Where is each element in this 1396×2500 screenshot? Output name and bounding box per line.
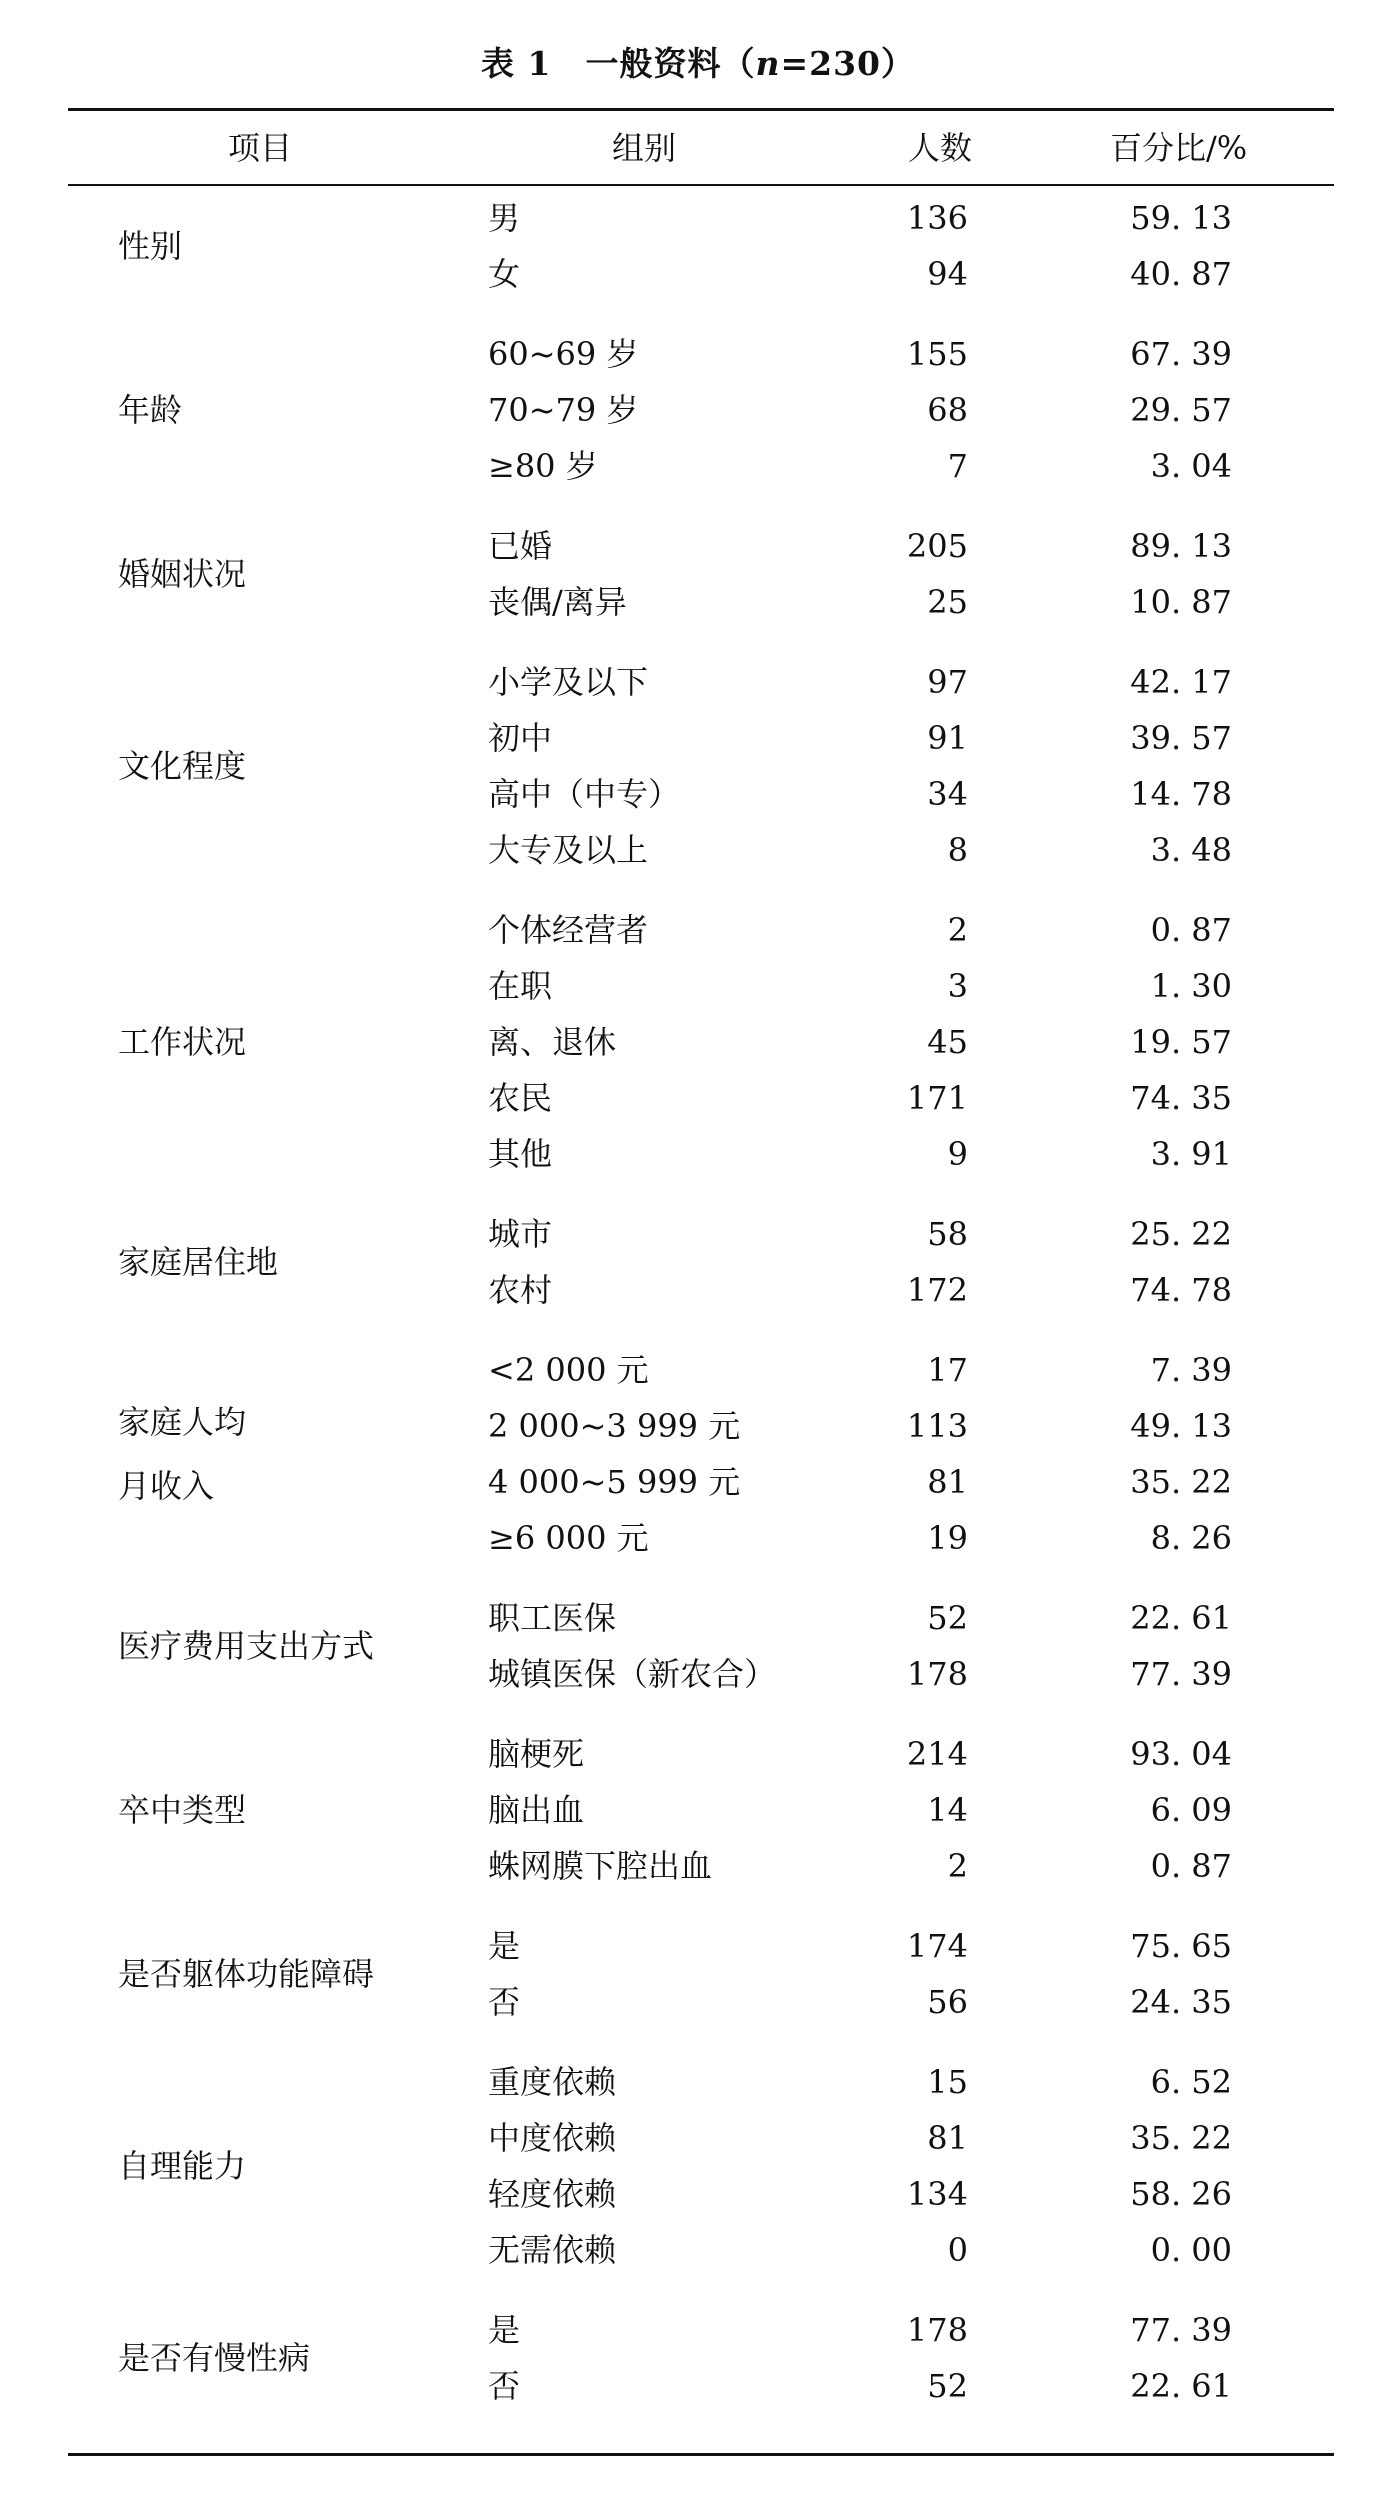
item-label-line: 医疗费用支出方式 xyxy=(118,1627,375,1665)
count-cell: 0 xyxy=(947,2231,968,2269)
item-label-line: 月收入 xyxy=(118,1467,215,1505)
percent-cell: 35. 22 xyxy=(1130,2119,1232,2157)
table-row xyxy=(0,190,1396,246)
group-cell: 男 xyxy=(488,199,521,237)
group-cell: 2 000~3 999 元 xyxy=(488,1407,741,1445)
count-cell: 155 xyxy=(906,335,968,373)
header-count: 人数 xyxy=(908,129,973,167)
percent-cell: 6. 09 xyxy=(1150,1791,1232,1829)
table-section xyxy=(0,2302,1396,2414)
percent-cell: 89. 13 xyxy=(1130,527,1232,565)
group-cell: 在职 xyxy=(488,967,553,1005)
table-row xyxy=(0,1454,1396,1510)
count-cell: 17 xyxy=(927,1351,968,1389)
table-row xyxy=(0,518,1396,574)
group-cell: 高中（中专） xyxy=(488,775,681,813)
table-row xyxy=(0,766,1396,822)
table-row xyxy=(0,2166,1396,2222)
percent-cell: 10. 87 xyxy=(1130,583,1232,621)
header-percent: 百分比/% xyxy=(1110,129,1248,167)
group-cell: 蛛网膜下腔出血 xyxy=(488,1847,713,1885)
count-cell: 52 xyxy=(927,2367,968,2405)
group-cell: 4 000~5 999 元 xyxy=(488,1463,741,1501)
table-title-n-symbol: n xyxy=(755,44,781,83)
table-section xyxy=(0,2054,1396,2278)
group-cell: 城市 xyxy=(488,1215,553,1253)
table-row xyxy=(0,1726,1396,1782)
group-cell: 脑出血 xyxy=(488,1791,585,1829)
table-row xyxy=(0,438,1396,494)
percent-cell: 1. 30 xyxy=(1150,967,1232,1005)
group-cell: 初中 xyxy=(488,719,553,757)
percent-cell: 74. 35 xyxy=(1130,1079,1232,1117)
group-cell: 是 xyxy=(488,1927,521,1965)
table-section xyxy=(0,902,1396,1182)
group-cell: 重度依赖 xyxy=(488,2063,617,2101)
group-cell: 70~79 岁 xyxy=(488,391,639,429)
percent-cell: 42. 17 xyxy=(1130,663,1232,701)
table-row xyxy=(0,574,1396,630)
count-cell: 81 xyxy=(927,2119,968,2157)
group-cell: 个体经营者 xyxy=(488,911,649,949)
count-cell: 113 xyxy=(906,1407,968,1445)
count-cell: 2 xyxy=(947,911,968,949)
item-label-line: 文化程度 xyxy=(118,747,247,785)
table-row xyxy=(0,1126,1396,1182)
table-row xyxy=(0,2302,1396,2358)
table-section xyxy=(0,1918,1396,2030)
count-cell: 178 xyxy=(906,2311,968,2349)
count-cell: 8 xyxy=(947,831,968,869)
group-cell: 城镇医保（新农合） xyxy=(488,1655,777,1693)
count-cell: 214 xyxy=(906,1735,968,1773)
group-cell: 丧偶/离异 xyxy=(488,583,627,621)
percent-cell: 39. 57 xyxy=(1130,719,1232,757)
group-cell: 60~69 岁 xyxy=(488,335,639,373)
table-section xyxy=(0,654,1396,878)
percent-cell: 58. 26 xyxy=(1130,2175,1232,2213)
table-row xyxy=(0,2054,1396,2110)
item-label-line: 家庭居住地 xyxy=(118,1243,279,1281)
table-bottom-rule xyxy=(68,2453,1334,2456)
count-cell: 174 xyxy=(906,1927,968,1965)
item-label-line: 工作状况 xyxy=(118,1023,247,1061)
group-cell: 其他 xyxy=(488,1135,553,1173)
group-cell: 农民 xyxy=(488,1079,553,1117)
table-row xyxy=(0,1782,1396,1838)
count-cell: 94 xyxy=(927,255,968,293)
table-row xyxy=(0,1510,1396,1566)
item-label-line: 是否躯体功能障碍 xyxy=(118,1955,375,1993)
percent-cell: 0. 00 xyxy=(1150,2231,1232,2269)
percent-cell: 3. 48 xyxy=(1150,831,1232,869)
group-cell: 中度依赖 xyxy=(488,2119,617,2157)
group-cell: 是 xyxy=(488,2311,521,2349)
group-cell: <2 000 元 xyxy=(488,1351,649,1389)
count-cell: 58 xyxy=(927,1215,968,1253)
count-cell: 25 xyxy=(927,583,968,621)
header-item: 项目 xyxy=(228,129,293,167)
count-cell: 9 xyxy=(947,1135,968,1173)
group-cell: 轻度依赖 xyxy=(488,2175,617,2213)
table-row xyxy=(0,1918,1396,1974)
table-row xyxy=(0,246,1396,302)
group-cell: 否 xyxy=(488,2367,521,2405)
group-cell: 无需依赖 xyxy=(488,2231,617,2269)
group-cell: 已婚 xyxy=(488,527,553,565)
count-cell: 97 xyxy=(927,663,968,701)
table-row xyxy=(0,958,1396,1014)
table-row xyxy=(0,2358,1396,2414)
percent-cell: 93. 04 xyxy=(1130,1735,1232,1773)
percent-cell: 75. 65 xyxy=(1130,1927,1232,1965)
count-cell: 52 xyxy=(927,1599,968,1637)
count-cell: 45 xyxy=(927,1023,968,1061)
item-label-line: 卒中类型 xyxy=(118,1791,247,1829)
table-section xyxy=(0,1206,1396,1318)
percent-cell: 29. 57 xyxy=(1130,391,1232,429)
percent-cell: 67. 39 xyxy=(1130,335,1232,373)
table-row xyxy=(0,1590,1396,1646)
table-row xyxy=(0,902,1396,958)
table-row xyxy=(0,326,1396,382)
percent-cell: 77. 39 xyxy=(1130,1655,1232,1693)
table-section xyxy=(0,190,1396,302)
table-row xyxy=(0,1398,1396,1454)
percent-cell: 0. 87 xyxy=(1150,911,1232,949)
percent-cell: 3. 91 xyxy=(1150,1135,1232,1173)
table-row xyxy=(0,382,1396,438)
count-cell: 14 xyxy=(927,1791,968,1829)
count-cell: 34 xyxy=(927,775,968,813)
percent-cell: 22. 61 xyxy=(1130,1599,1232,1637)
group-cell: 农村 xyxy=(488,1271,553,1309)
table-section xyxy=(0,518,1396,630)
count-cell: 172 xyxy=(906,1271,968,1309)
group-cell: ≥6 000 元 xyxy=(488,1519,649,1557)
percent-cell: 3. 04 xyxy=(1150,447,1232,485)
group-cell: 职工医保 xyxy=(488,1599,617,1637)
table-row xyxy=(0,1014,1396,1070)
item-label-line: 性别 xyxy=(118,227,183,265)
count-cell: 2 xyxy=(947,1847,968,1885)
item-label-line: 家庭人均 xyxy=(118,1403,247,1441)
count-cell: 171 xyxy=(906,1079,968,1117)
count-cell: 7 xyxy=(947,447,968,485)
group-cell: 否 xyxy=(488,1983,521,2021)
table-row xyxy=(0,654,1396,710)
percent-cell: 7. 39 xyxy=(1150,1351,1232,1389)
table-section xyxy=(0,326,1396,494)
table-row xyxy=(0,2110,1396,2166)
table-section xyxy=(0,1726,1396,1894)
count-cell: 19 xyxy=(927,1519,968,1557)
group-cell: 离、退休 xyxy=(488,1023,617,1061)
group-cell: ≥80 岁 xyxy=(488,447,598,485)
count-cell: 3 xyxy=(947,967,968,1005)
item-label-line: 年龄 xyxy=(118,391,183,429)
percent-cell: 19. 57 xyxy=(1130,1023,1232,1061)
percent-cell: 40. 87 xyxy=(1130,255,1232,293)
table-row xyxy=(0,1070,1396,1126)
percent-cell: 49. 13 xyxy=(1130,1407,1232,1445)
percent-cell: 59. 13 xyxy=(1130,199,1232,237)
count-cell: 178 xyxy=(906,1655,968,1693)
table-row xyxy=(0,1342,1396,1398)
table-row xyxy=(0,1974,1396,2030)
percent-cell: 24. 35 xyxy=(1130,1983,1232,2021)
percent-cell: 6. 52 xyxy=(1150,2063,1232,2101)
percent-cell: 77. 39 xyxy=(1130,2311,1232,2349)
percent-cell: 8. 26 xyxy=(1150,1519,1232,1557)
group-cell: 小学及以下 xyxy=(488,663,649,701)
table-row xyxy=(0,1262,1396,1318)
percent-cell: 14. 78 xyxy=(1130,775,1232,813)
count-cell: 205 xyxy=(906,527,968,565)
table-row xyxy=(0,822,1396,878)
table-title-prefix: 表 1 一般资料（ xyxy=(481,44,756,83)
item-label-line: 是否有慢性病 xyxy=(118,2339,311,2377)
group-cell: 大专及以上 xyxy=(488,831,649,869)
table-row xyxy=(0,710,1396,766)
percent-cell: 35. 22 xyxy=(1130,1463,1232,1501)
item-label-line: 婚姻状况 xyxy=(118,555,247,593)
count-cell: 81 xyxy=(927,1463,968,1501)
count-cell: 15 xyxy=(927,2063,968,2101)
count-cell: 136 xyxy=(906,199,968,237)
table-row xyxy=(0,2222,1396,2278)
group-cell: 脑梗死 xyxy=(488,1735,585,1773)
group-cell: 女 xyxy=(488,255,521,293)
count-cell: 134 xyxy=(906,2175,968,2213)
percent-cell: 25. 22 xyxy=(1130,1215,1232,1253)
header-group: 组别 xyxy=(612,129,677,167)
percent-cell: 0. 87 xyxy=(1150,1847,1232,1885)
percent-cell: 22. 61 xyxy=(1130,2367,1232,2405)
count-cell: 91 xyxy=(927,719,968,757)
count-cell: 68 xyxy=(927,391,968,429)
item-label-line: 自理能力 xyxy=(118,2147,247,2185)
table-row xyxy=(0,1206,1396,1262)
table-row xyxy=(0,1646,1396,1702)
table-section xyxy=(0,1342,1396,1566)
table-row xyxy=(0,1838,1396,1894)
table-section xyxy=(0,1590,1396,1702)
count-cell: 56 xyxy=(927,1983,968,2021)
percent-cell: 74. 78 xyxy=(1130,1271,1232,1309)
table-title-suffix: =230） xyxy=(780,44,915,83)
